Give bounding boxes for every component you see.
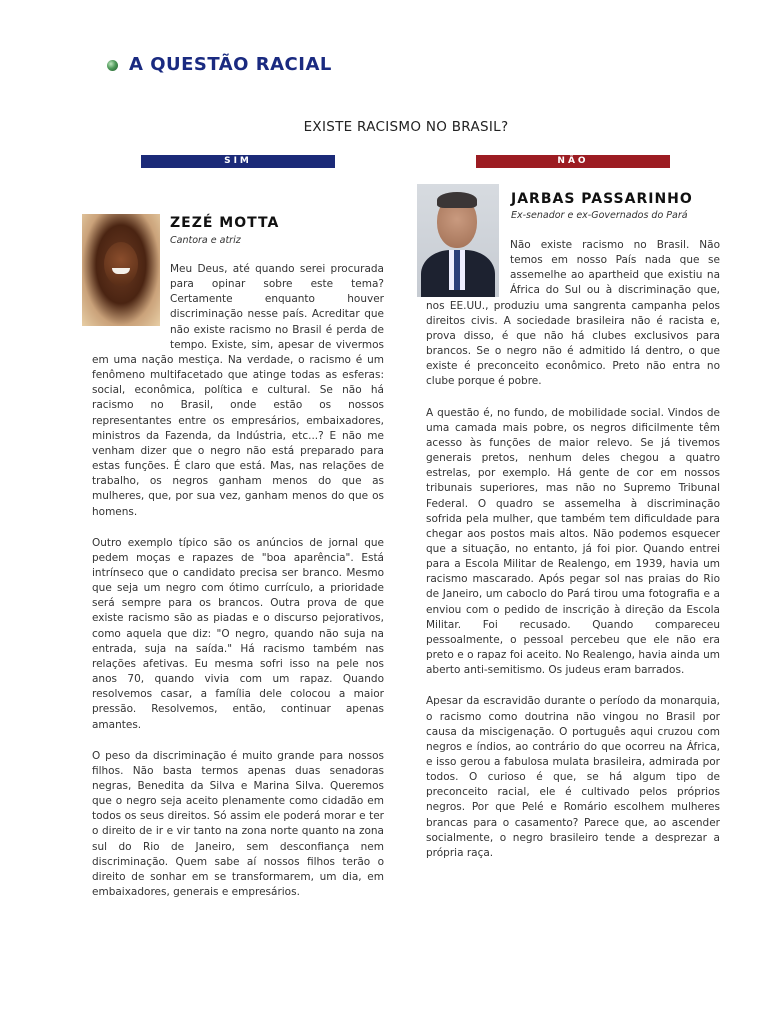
- yes-column-label: SIM: [141, 155, 335, 168]
- zeze-motta-name: ZEZÉ MOTTA: [170, 215, 280, 231]
- no-column-label: NÃO: [476, 155, 670, 168]
- jarbas-passarinho-name: JARBAS PASSARINHO: [511, 191, 693, 207]
- zeze-motta-role: Cantora e atriz: [170, 235, 241, 246]
- no-paragraph: A questão é, no fundo, de mobilidade social. Vindos de uma camada mais pobre, os negros dificilmente têm acesso às funções de maior relevo. Se já tivemos generais pretos, nenhum deles chegou a quatro estrelas, por exemplo. Há gente de cor em nossos tribunais superiores, mas não no Supremo Tribunal Federal. O quadro se assemelha à discriminação sofrida pela mulher, que também tem dificuldade para chegar aos postos mais altos. Não podemos esquecer que a situação, no entanto, já foi pior. Quando entrei para a Escola Militar de Realengo, em 1939, havia um racismo mascarado. Após pegar sol nas praias do Rio de Janeiro, um caboclo do Pará tirou uma fotografia e a enviou com o pedido de inscrição à direção da Escola Militar. Foi recusado. Quando compareceu pessoalmente, o pessoal percebeu que ele não era preto e o rapaz foi aceito. No Realengo, havia ainda um aberto anti-semitismo. Os judeus eram barrados.: [426, 406, 720, 677]
- yes-paragraph: Meu Deus, até quando serei procurada para opinar sobre este tema? Certamente enquanto houver discriminação nesse país. Acreditar que não existe racismo no Brasil é perda de tempo. Existe, sim, apesar de vivermos em uma nação mestiça. Na verdade, o racismo é um fenômeno multifacetado que atinge todas as esferas: social, econômica, política e cultural. Se não há racismo no Brasil, onde estão os nossos representantes entre os empresários, embaixadores, ministros da Fazenda, da Indústria, etc...? E não me venham dizer que o negro não está preparado para estas funções. É claro que está. Mas, nas relações de trabalho, os negros ganham menos do que as mulheres, que, por sua vez, ganham menos do que os homens.: [92, 263, 384, 518]
- yes-article: [92, 262, 384, 916]
- no-paragraph: Não existe racismo no Brasil. Não temos em nosso País nada que se assemelhe ao apartheid que existiu na África do Sul ou à discriminação que, nos EE.UU., produziu uma sangrenta campanha pelos direitos civis. A sociedade brasileira não é racista e, prova disso, é que não há clubes exclusivos para brancos. Se o negro não é admitido lá dentro, o que existe é preconceito econômico. Preto não entra no clube porque é pobre.: [426, 239, 720, 388]
- page-title: A QUESTÃO RACIAL: [129, 54, 332, 75]
- yes-paragraph: O peso da discriminação é muito grande para nossos filhos. Não basta termos apenas duas senadoras negras, Benedita da Silva e Marina Silva. Queremos que o negro seja aceito plenamente como cidadão em todos os seus direitos. Só assim ele poderá morar e ter o direito de ir e vir tanto na zona norte quanto na zona sul do Rio de Janeiro, sem desconfiança nem discriminação. Quem sabe aí nossos filhos terão o direito de sonhar em se transformarem, um dia, em embaixadores, generais e empresários.: [92, 749, 384, 899]
- no-paragraph: Apesar da escravidão durante o período da monarquia, o racismo como doutrina não vingou no Brasil por causa da miscigenação. O português aqui cruzou com negros e índios, ao contrário do que ocorreu na África, e isso gerou a fabulosa mulata brasileira, admirada por todos. O curioso é que, se há algum tipo de preconceito racial, ele é cultivado pelos próprios negros. Por que Pelé e Romário escolhem mulheres brancas para o casamento? Parece que, ao ascender socialmente, o negro brasileiro tende a desprezar a própria raça.: [426, 695, 720, 859]
- jarbas-passarinho-role: Ex-senador e ex-Governados do Pará: [511, 210, 688, 221]
- title-bullet-icon: [107, 60, 118, 71]
- yes-paragraph: Outro exemplo típico são os anúncios de jornal que pedem moças e rapazes de "boa aparência". Está intrínseco que o candidato precisa ser branco. Mesmo que seja um negro com ótimo currículo, a prioridade será sempre para os brancos. Outra prova de que existe racismo são as piadas e o discurso pejorativos, como aquela que diz: "O negro, quando não suja na entrada, suja na saída." Há racismo também nas relações afetivas. Eu mesma sofri isso na pele nos anos 70, quando vivia com um rapaz. Quando resolvemos casar, a família dele colocou a maior pressão. Resolvemos, então, continuar apenas amantes.: [92, 536, 384, 731]
- no-article: [426, 238, 720, 877]
- debate-question: EXISTE RACISMO NO BRASIL?: [303, 119, 509, 135]
